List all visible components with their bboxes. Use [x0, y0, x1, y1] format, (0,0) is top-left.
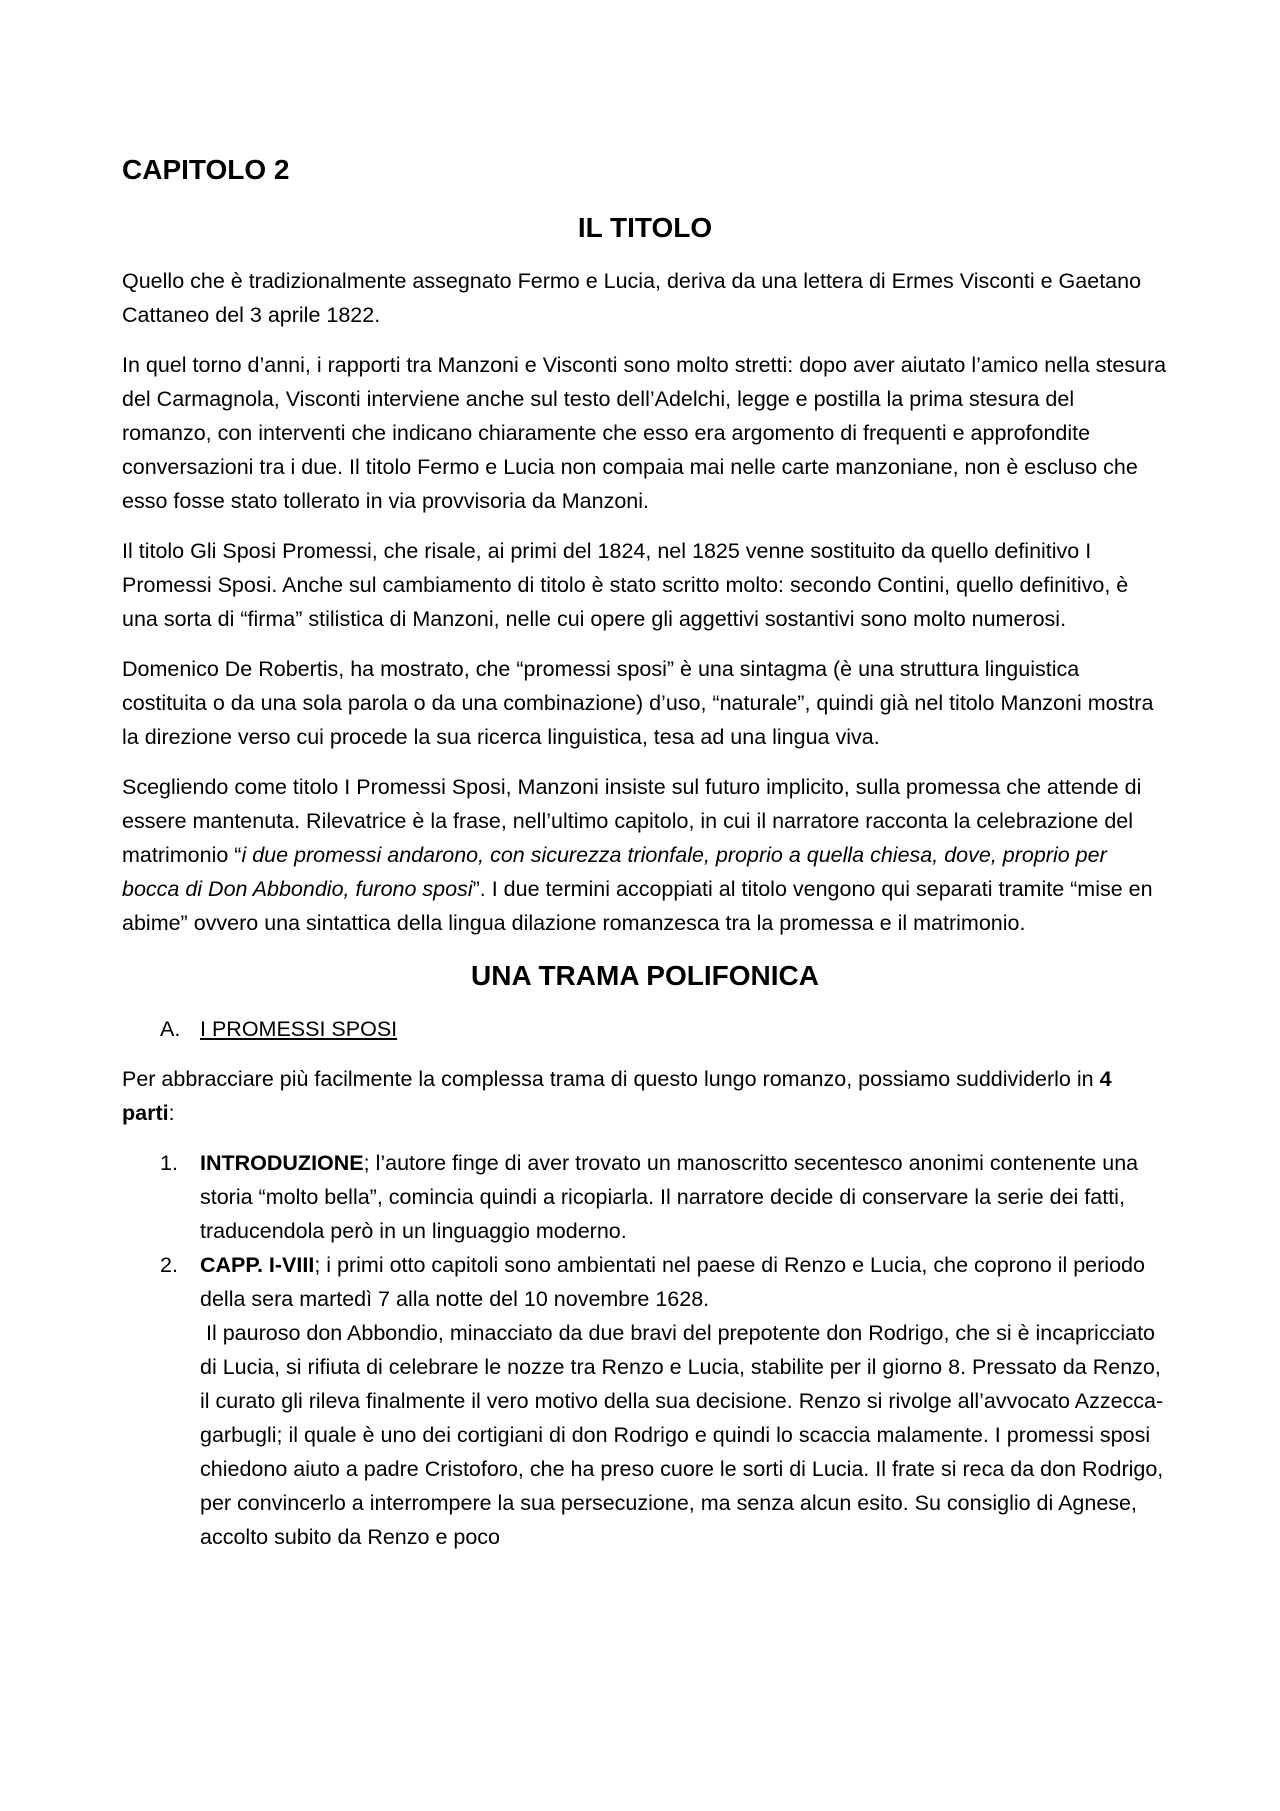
list-item-bold: INTRODUZIONE: [200, 1151, 364, 1175]
intro-text: Per abbracciare più facilmente la complessa trama di questo lungo romanzo, possiamo suddividerlo in: [122, 1067, 1100, 1091]
subheading-marker: A.: [160, 1017, 181, 1041]
intro-text-end: :: [168, 1101, 175, 1125]
list-item-continuation: [200, 1316, 1168, 1554]
document-page: [122, 150, 1168, 1554]
list-item-bold: CAPP. I-VIII: [200, 1253, 315, 1277]
paragraph: Il titolo Gli Sposi Promessi, che risale, ai primi del 1824, nel 1825 venne sostituito da quello definitivo I Promessi Sposi. Anche sul cambiamento di titolo è stato scritto molto: secondo Contini, quello definitivo, è una sorta di “firma” stilistica di Manzoni, nelle cui opere gli aggettivi sostantivi sono molto numerosi.: [122, 539, 1129, 631]
paragraph-text: ”. I due termini accoppiati al titolo vengono qui separati tramite “mise en abime” ovvero una sintattica della lingua dilazione romanzesca tra la promessa e il matrimonio.: [122, 877, 1153, 935]
intro-bold: 4 parti: [122, 1067, 1112, 1125]
paragraph: Quello che è tradizionalmente assegnato Fermo e Lucia, deriva da una lettera di Ermes Visconti e Gaetano Cattaneo del 3 aprile 1822.: [122, 269, 1142, 327]
list-item-body: [200, 1146, 1168, 1248]
section-title-il-titolo: IL TITOLO: [577, 212, 713, 243]
list-item: [122, 1146, 1168, 1248]
list-number: 2.: [160, 1253, 178, 1277]
subheading-text: I PROMESSI SPOSI: [200, 1017, 398, 1041]
paragraph: Domenico De Robertis, ha mostrato, che “promessi sposi” è una sintagma (è una struttura linguistica costituita o da una sola parola o da una combinazione) d’uso, “naturale”, quindi già nel titolo Manzoni mostra la direzione verso cui procede la sua ricerca linguistica, tesa ad una lingua viva.: [122, 657, 1154, 749]
paragraph-with-quote: [122, 770, 1168, 940]
list-item-text: ; i primi otto capitoli sono ambientati nel paese di Renzo e Lucia, che coprono il periodo della sera martedì 7 alla notte del 10 novembre 1628.: [200, 1253, 1145, 1311]
list-item-text: ; l’autore finge di aver trovato un manoscritto secentesco anonimi contenente una storia “molto bella”, comincia quindi a ricopiarla. Il narratore decide di conservare la serie dei fatti, traducendola però in un linguaggio moderno.: [200, 1151, 1139, 1243]
quote-italic: i due promessi andarono, con sicurezza trionfale, proprio a quella chiesa, dove, proprio per bocca di Don Abbondio, furono sposi: [122, 843, 1107, 901]
paragraph-text: Scegliendo come titolo I Promessi Sposi, Manzoni insiste sul futuro implicito, sulla promessa che attende di essere mantenuta. Rilevatrice è la frase, nell’ultimo capitolo, in cui il narratore racconta la celebrazione del matrimonio “: [122, 775, 1142, 867]
list-item: [122, 1248, 1168, 1554]
paragraph: In quel torno d’anni, i rapporti tra Manzoni e Visconti sono molto stretti: dopo aver aiutato l’amico nella stesura del Carmagnola, Visconti interviene anche sul testo dell’Adelchi, legge e postilla la prima stesura del romanzo, con interventi che indicano chiaramente che esso era argomento di frequenti e approfondite conversazioni tra i due. Il titolo Fermo e Lucia non compaia mai nelle carte manzoniane, non è escluso che esso fosse stato tollerato in via provvisoria da Manzoni.: [122, 353, 1167, 513]
chapter-heading: CAPITOLO 2: [122, 154, 290, 185]
parts-list: [122, 1146, 1168, 1554]
continuation-text: Il pauroso don Abbondio, minacciato da due bravi del prepotente don Rodrigo, che si è incapricciato di Lucia, si rifiuta di celebrare le nozze tra Renzo e Lucia, stabilite per il giorno 8. Pressato da Renzo, il curato gli rileva finalmente il vero motivo della sua decisione. Renzo si rivolge all’avvocato Azzecca-garbugli; il quale è uno dei cortigiani di don Rodrigo e quindi lo scaccia malamente. I promessi sposi chiedono aiuto a padre Cristoforo, che ha preso cuore le sorti di Lucia. Il frate si reca da don Rodrigo, per convincerlo a interrompere la sua persecuzione, ma senza alcun esito. Su consiglio di Agnese, accolto subito da Renzo e poco: [200, 1321, 1164, 1549]
list-item-body: [200, 1248, 1168, 1554]
subheading-i-promessi-sposi: [160, 1012, 1168, 1046]
list-number: 1.: [160, 1151, 178, 1175]
intro-paragraph: [122, 1062, 1168, 1130]
section-title-trama: UNA TRAMA POLIFONICA: [471, 960, 819, 991]
